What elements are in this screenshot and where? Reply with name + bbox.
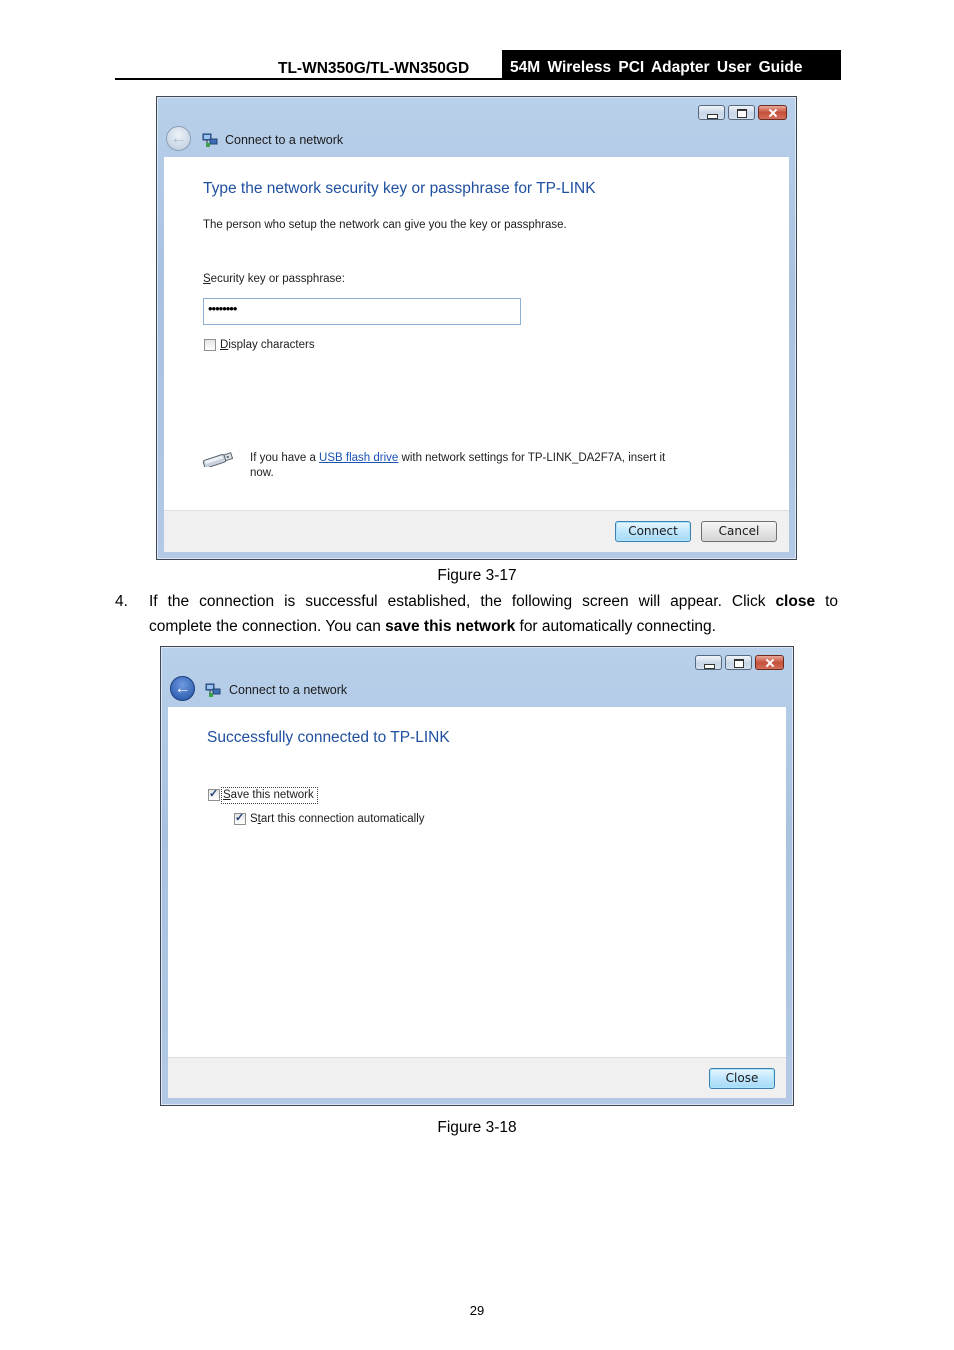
display-characters-label[interactable] <box>220 338 315 353</box>
label-text: ave this network <box>230 789 314 801</box>
close-button[interactable]: Close <box>709 1068 775 1089</box>
usb-instruction-text <box>250 451 665 466</box>
label-text: S <box>250 813 258 825</box>
label-text: art this connection automatically <box>260 813 425 825</box>
usb-text-prefix: If you have a <box>250 452 320 464</box>
save-network-checkbox[interactable] <box>208 789 220 801</box>
accelerator-key: D <box>220 339 229 351</box>
window-caption-buttons <box>698 105 787 120</box>
instruction-text: The person who setup the network can give you the key or passphrase. <box>203 219 567 231</box>
accelerator-key: t <box>257 813 261 825</box>
dialog-footer <box>164 510 789 552</box>
start-automatically-label[interactable] <box>250 812 425 827</box>
label-text: isplay characters <box>228 339 315 351</box>
usb-flash-drive-icon <box>201 451 235 467</box>
accelerator-key: S <box>223 789 231 801</box>
dialog-content <box>164 157 789 510</box>
connect-button[interactable]: Connect <box>615 521 691 542</box>
step-4-line-2 <box>149 614 716 639</box>
usb-instruction-text-line2: now. <box>250 467 274 479</box>
back-arrow-icon[interactable]: ← <box>166 126 191 151</box>
window-caption-buttons <box>695 655 784 670</box>
cancel-button[interactable]: Cancel <box>701 521 777 542</box>
security-key-input[interactable] <box>203 298 521 325</box>
close-window-icon[interactable] <box>758 105 787 120</box>
usb-flash-drive-link[interactable]: USB flash drive <box>319 452 399 464</box>
network-icon <box>205 682 221 698</box>
display-characters-checkbox[interactable] <box>204 339 216 351</box>
start-automatically-checkbox[interactable] <box>234 813 246 825</box>
dialog-title: Connect to a network <box>225 133 344 147</box>
dialog-content <box>168 707 786 1057</box>
connect-network-dialog-security-key <box>156 96 797 560</box>
usb-text-suffix: with network settings for TP-LINK_DA2F7A, insert it <box>398 452 666 464</box>
maximize-icon[interactable] <box>725 655 752 670</box>
step-emphasis-close: close <box>775 593 816 610</box>
minimize-icon[interactable] <box>695 655 722 670</box>
network-icon <box>202 132 218 148</box>
header-model: TL-WN350G/TL-WN350GD <box>278 60 470 77</box>
figure-caption-3-18: Figure 3-18 <box>437 1119 517 1136</box>
back-arrow-icon[interactable]: ← <box>170 676 195 701</box>
step-number: 4. <box>115 593 128 610</box>
dialog-title: Connect to a network <box>229 683 348 697</box>
step-text: If the connection is successful established, the following screen will appear. Click <box>149 593 776 610</box>
masked-key-value: •••••••• <box>208 301 237 316</box>
label-text: ecurity key or passphrase: <box>210 273 345 285</box>
step-text: to <box>815 593 838 610</box>
step-text: complete the connection. You can <box>149 618 386 635</box>
save-network-label[interactable] <box>223 788 314 803</box>
connect-network-dialog-success <box>160 646 794 1106</box>
header-rule <box>115 78 841 80</box>
header-guide-title: 54M Wireless PCI Adapter User Guide <box>502 50 841 80</box>
page-heading: Type the network security key or passphrase for TP-LINK <box>203 180 596 197</box>
accelerator-key: S <box>203 273 211 285</box>
close-window-icon[interactable] <box>755 655 784 670</box>
page-number: 29 <box>469 1303 485 1318</box>
success-heading: Successfully connected to TP-LINK <box>207 729 450 746</box>
step-emphasis-save-network: save this network <box>385 618 516 635</box>
dialog-footer <box>168 1057 786 1098</box>
security-key-label <box>203 272 345 287</box>
step-text: for automatically connecting. <box>515 618 716 635</box>
figure-caption-3-17: Figure 3-17 <box>437 567 517 584</box>
maximize-icon[interactable] <box>728 105 755 120</box>
step-4-line-1 <box>149 589 838 614</box>
minimize-icon[interactable] <box>698 105 725 120</box>
